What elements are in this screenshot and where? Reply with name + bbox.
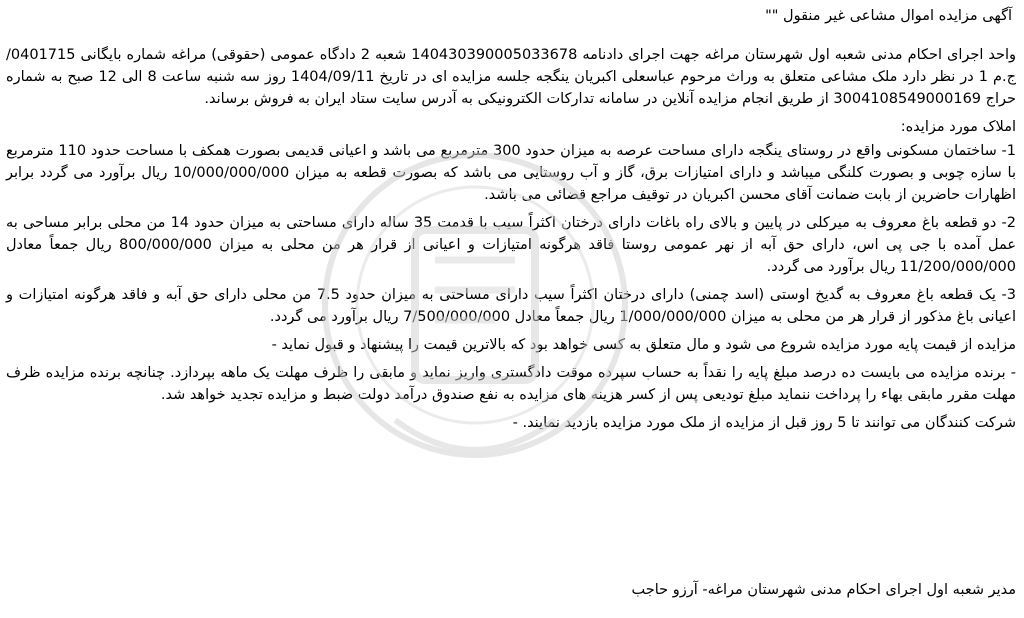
winner-payment-note: - برنده مزایده می بایست ده درصد مبلغ پایه را نقداً به حساب سپرده موقت دادگستری واریز نماید و مابقی را ظرف مهلت یک ماهه بپردازد. چنانچه برنده مزایده ظرف مهلت مقرر مابقی بهاء را پرداخت ننماید مبلغ تودیعی پس از کسر هزینه های مزایده به نفع صندوق درآمد دولت ضبط و مزایده تجدید خواهد شد. — [6, 365, 1016, 403]
notice-intro: واحد اجرای احکام مدنی شعبه اول شهرستان مراغه جهت اجرای دادنامه 140430390005033678 شعبه 2 دادگاه عمومی (حقوقی) مراغه شماره بایگانی 0401715/ج.م 1 در نظر دارد ملک مشاعی متعلق به وراث مرحوم عباسعلی اکبریان ینگجه جلسه مزایده ای در تاریخ 1404/09/11 روز سه شنبه ساعت 8 الی 12 صبح به شماره حراج 3004108549000169 از طریق انجام مزایده آنلاین در سامانه تدارکات الکترونیکی به آدرس سایت ستاد ایران به فروش برساند. — [6, 47, 1016, 107]
notice-title: آگهی مزایده اموال مشاعی غیر منقول "" — [765, 8, 1012, 24]
base-price-note: مزایده از قیمت پایه مورد مزایده شروع می شود و مال متعلق به کسی خواهد بود که بالاترین قیمت را پیشنهاد و قبول نماید - — [271, 337, 1016, 353]
visit-note: شرکت کنندگان می توانند تا 5 روز قبل از مزایده از ملک مورد مزایده بازدید نمایند. - — [512, 415, 1016, 431]
signature-line: مدیر شعبه اول اجرای احکام مدنی شهرستان مراغه- آرزو حاجب — [631, 582, 1016, 598]
properties-heading: املاک مورد مزایده: — [900, 119, 1016, 135]
property-item-3: 3- یک قطعه باغ معروف به گدیخ اوستی (اسد چمنی) دارای درختان اکثراً سیب دارای مساحتی به میزان حدود 7.5 من محلی دارای حق آبه و فاقد هرگونه امتیازات و اعیانی باغ مذکور از قرار هر من محلی به میزان 1/000/000/000 ریال جمعاً معادل 7/500/000/000 ریال برآورد می گردد. — [6, 287, 1017, 325]
property-item-1: 1- ساختمان مسکونی واقع در روستای ینگجه دارای مساحت عرصه به میزان حدود 300 مترمربع می باشد و اعیانی قدیمی بصورت همکف با مساحت حدود 110 مترمربع با سازه چوبی و بصورت کلنگی میباشد و دارای امتیازات برق، گاز و آب روستایی می باشد که بصورت قطعه به میزان 10/000/000/000 ریال برآورد می گردد برابر اظهارات حاضرین از بابت ضمانت آقای محسن اکبریان در توقیف مراجع قضائی می باشد. — [6, 143, 1016, 203]
property-item-2: 2- دو قطعه باغ معروف به میرکلی در پایین و بالای راه باغات دارای درختان اکثراً سیب با قدمت 35 ساله دارای مساحتی به میزان حدود 14 من محلی برابر مساحی به عمل آمده با جی پی اس، دارای حق آبه از نهر عمومی روستا فاقد هرگونه امتیازات و اعیانی از قرار هر من محلی به میزان 800/000/000 ریال جمعاً معادل 11/200/000/000 ریال برآورد می گردد. — [6, 215, 1016, 275]
